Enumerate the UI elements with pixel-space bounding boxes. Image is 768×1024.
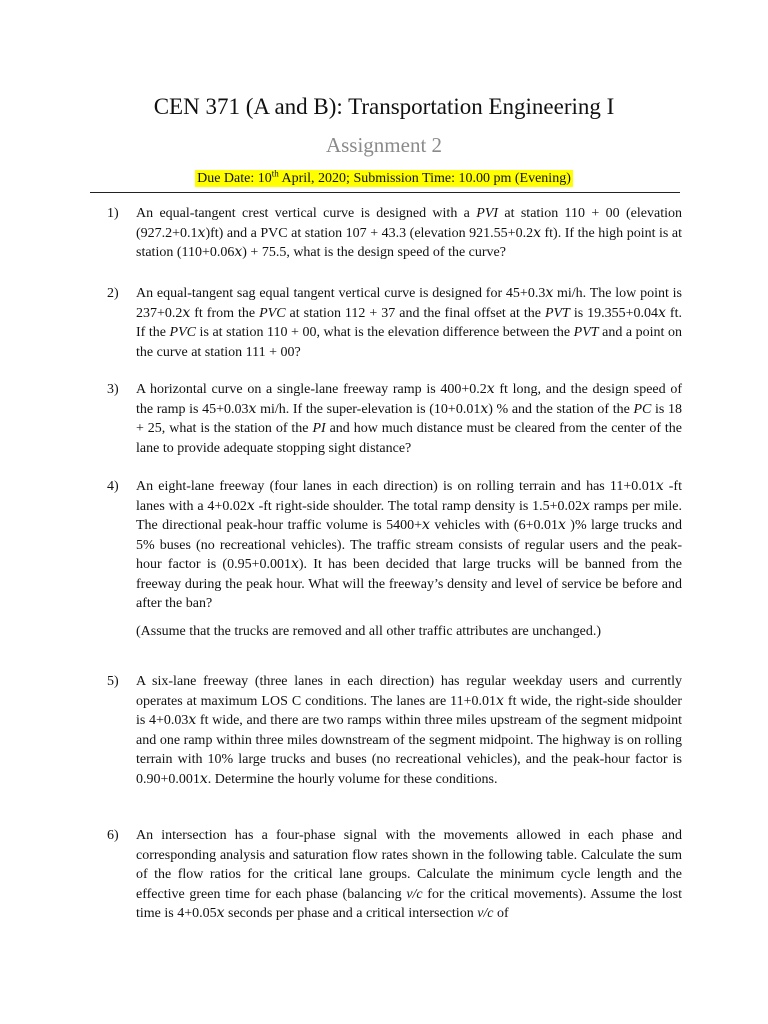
question-1 (107, 204, 682, 263)
question-note: (Assume that the trucks are removed and all other traffic attributes are unchanged.) (136, 623, 602, 639)
question-3 (107, 380, 682, 458)
due-date-line (0, 168, 768, 187)
question-number: 2) (107, 286, 119, 301)
question-number: 4) (107, 479, 119, 494)
question-2 (107, 284, 682, 362)
question-text: An equal-tangent crest vertical curve is designed with a PVI at station 110 + 00 (elevation (927.2+0.1𝑥)ft) and a PVC at station 107 + 43.3 (elevation 921.55+0.2𝑥 ft). If the high point is at station (110+0.06𝑥) + 75.5, what is the design speed of the curve? (136, 206, 682, 260)
assignment-subtitle: Assignment 2 (325, 133, 443, 157)
question-number: 1) (107, 206, 119, 221)
question-number: 3) (107, 382, 119, 397)
question-text: A six-lane freeway (three lanes in each direction) has regular weekday users and currently operates at maximum LOS C conditions. The lanes are 11+0.01𝑥 ft wide, the right-side shoulder is 4+0.03𝑥 ft wide, and there are two ramps within three miles upstream of the segment midpoint and one ramp within three miles downstream of the segment midpoint. The highway is on rolling terrain with 10% large trucks and buses (no recreational vehicles), and the peak-hour factor is 0.90+0.001𝑥. Determine the hourly volume for these conditions. (136, 674, 682, 787)
question-6 (107, 826, 682, 924)
question-5 (107, 672, 682, 789)
question-text: An equal-tangent sag equal tangent vertical curve is designed for 45+0.3𝑥 mi/h. The low point is 237+0.2𝑥 ft from the PVC at station 112 + 37 and the final offset at the PVT is 19.355+0.04𝑥 ft. If the PVC is at station 110 + 00, what is the elevation difference between the PVT and a point on the curve at station 111 + 00? (136, 286, 682, 360)
question-number: 6) (107, 828, 119, 843)
question-text: A horizontal curve on a single-lane freeway ramp is 400+0.2𝑥 ft long, and the design speed of the ramp is 45+0.03𝑥 mi/h. If the super-elevation is (10+0.01𝑥) % and the station of the PC is 18 + 25, what is the station of the PI and how much distance must be cleared from the center of the lane to provide adequate stopping sight distance? (136, 382, 683, 456)
due-date-highlight: Due Date: 10th April, 2020; Submission Time: 10.00 pm (Evening) (197, 168, 571, 186)
question-4 (107, 477, 682, 641)
document-title: CEN 371 (A and B): Transportation Engineering I (153, 94, 615, 119)
header-divider (90, 192, 680, 193)
question-text: An eight-lane freeway (four lanes in each direction) is on rolling terrain and has 11+0.01𝑥 -ft lanes with a 4+0.02𝑥 -ft right-side shoulder. The total ramp density is 1.5+0.02𝑥 ramps per mile. The directional peak-hour traffic volume is 5400+𝑥 vehicles with (6+0.01𝑥 )% large trucks and 5% buses (no recreational vehicles). The traffic stream consists of regular users and the peak-hour factor is (0.95+0.001𝑥). It has been decided that large trucks will be banned from the freeway during the peak hour. What will the freeway’s density and level of service be before and after the ban? (136, 479, 682, 611)
question-text: An intersection has a four-phase signal with the movements allowed in each phase and corresponding analysis and saturation flow rates shown in the following table. Calculate the sum of the flow ratios for the critical lane groups. Calculate the minimum cycle length and the effective green time for each phase (balancing v/c for the critical movements). Assume the lost time is 4+0.05𝑥 seconds per phase and a critical intersection v/c of (136, 828, 683, 921)
question-number: 5) (107, 674, 119, 689)
